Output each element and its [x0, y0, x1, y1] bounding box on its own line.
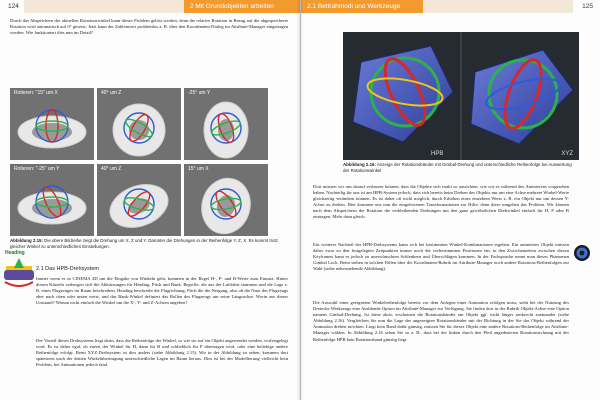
thumbnail-label: Rotieren: "-25" um Y	[14, 166, 60, 172]
right-body-paragraph-1: Dort müssen wir uns darauf verlassen können, dass die Objekte sich exakt so ausrichten, wie wir es während des Animierens vorgesehen haben. Nachteilig für uns ist am HPB-System jedoch, dass sich bereits beim Drehen des Objekts nur um eine Achse mehrere Winkel-Werte gleichzeitig verändern können. Es ist daher oft nicht möglich, durch Erhöhen eines einzelnen Werts z. B. ein Objekt nur um dessen Y-Achse zu drehen. Hier kommen uns nun die eingefrorenen Transformationen zur Hilfe, denn diese umgehen das Problem. Wir können nach dem Abspeichern der Rotation die verbleibenden Drehungen mit den ganz gewöhnlichen Drehwinkel einfach für H, P oder B eintragen. Mehr dazu gleich.	[313, 184, 569, 220]
hpb-label: HPB	[431, 151, 444, 157]
right-chapter-title: 2.1 Bettrahmodi und Werkzeuge	[301, 0, 423, 13]
left-chapter-title: 2 Mit Grundobjekten arbeiten	[184, 0, 300, 13]
hpb-heading-tag: Heading	[5, 250, 25, 256]
rotation-thumbnail	[184, 164, 268, 236]
left-body-paragraph-1: Immer wenn es in CINEMA 4D um die Eingabe von Winkeln geht, kommen in der Regel H-, P- und B-Werte zum Einsatz. Hinter diesen Kürzeln verbergen sich die Abkürzungen für Heading, Pitch und Bank. Begriffe, die aus der Luftfahrt stammen und die Lage z. B. eines Flugzeuges im Raum beschreiben. Heading beschreibt die Flugrichtung, Pitch die die Neigung, also ob die Nase des Flugzeugs eher nach oben oder unten weist, und das Bank-Winkel definiert das Rollen des Flugzeugs um seine Längsachse. Worin aus dieser Umstand? Warum nicht einfach die Winkel um die X-, Y- und Z-Achsen angeben?	[36, 276, 288, 306]
rotation-thumbnail	[97, 88, 181, 160]
gear-rotation-illustration	[97, 164, 181, 236]
rotation-thumbnail	[10, 88, 94, 160]
rotation-comparison-figure	[10, 88, 268, 236]
hpb-illustration	[2, 250, 36, 290]
section-heading: 2.1 Das HPB-Drehsystem	[36, 266, 99, 272]
gimbal-rotation-illustration	[343, 32, 579, 160]
right-page	[300, 0, 600, 400]
right-page-header	[301, 0, 600, 13]
thumbnail-label: 15° um X	[188, 166, 209, 172]
gear-rotation-illustration	[10, 88, 94, 160]
right-body-paragraph-2: Ein weiterer Nachteil der HPB-Drehsystems kann sich bei bestimmten Winkel-Kombinationen ergeben. Ein animiertes Objekt müssen daher zwar zu den festgelegten Zeitpunkten immer noch die vorbestimmten Positionen ein, in den Zwischenzeiten zwischen diesen Keyframes kann es jedoch zu unerwünschten Schlenkern und Überschlägen kommen. In der Fachsprache nennt man dieses Phänomen Gimbal Lock. Beim stehen in solchen Fällen über die Koordinaten-Rubrik im Attribute-Manager noch andere Rotations-Reihenfolgen zur Wahl (siehe nebenstehende Abbildung).	[313, 242, 569, 272]
gimbal-screenshot	[343, 32, 579, 160]
caption-label: Abbildung 2.15:	[10, 238, 43, 243]
left-page-number: 124	[8, 3, 19, 10]
right-header-band	[423, 0, 573, 13]
right-page-number: 125	[582, 3, 593, 10]
thumbnail-label: Rotieren: "15" um X	[14, 90, 58, 96]
left-page-header	[0, 0, 300, 13]
thumbnail-label: -25° um Y	[188, 90, 211, 96]
caption-label: Abbildung 2.16:	[343, 162, 376, 167]
gear-rotation-illustration	[97, 88, 181, 160]
caption-text: Anzeige der Rotationsbänder mit Gimbal-Drehung und unterschiedliche Reihenfolge bei Auswertung der Rotationswinkel	[343, 162, 572, 173]
gear-rotation-illustration	[10, 164, 94, 236]
right-figure-caption	[343, 162, 579, 173]
airplane-icon	[2, 256, 36, 290]
left-intro-paragraph: Durch das Abspeichern der aktuellen Rotationswinkel kann dieses Problem gelöst werden, denn die relative Rotation in Bezug auf die abgespeicherte Rotation wird automatisch auf 0° gesetzt. Jetzt kann der Zahlenwert problemlos z. B. über den Koordinaten-Dialog im Attribute-Manager eingetragen werden. Wie funktioniert dies nun im Detail?	[10, 18, 288, 36]
rotation-thumbnail	[184, 88, 268, 160]
thumbnail-label: 40° um Z	[101, 90, 122, 96]
gear-rotation-illustration	[184, 88, 268, 160]
gear-rotation-illustration	[184, 164, 268, 236]
rotation-thumbnail	[10, 164, 94, 236]
book-gutter	[297, 0, 303, 400]
xyz-label: XYZ	[561, 151, 573, 157]
left-figure-caption	[10, 238, 280, 249]
caption-text: Die obere Bildreihe zeigt die Drehung um X, Z und Y. Darunter die Drehungen in der Reihenfolge Y, Z, X. Es kommt trotz gleicher Winkel zu unterschiedlichen Einstellungen.	[10, 238, 278, 249]
left-body-paragraph-2: Der Vorteil dieses Drehsystems liegt darin, dass die Reihenfolge der Winkel, so wie sie auf ein Objekt angewendet werden, vorfestgelegt wird. Es ist daher egal, ob zuerst der Winkel für H, dann für B und schließlich für P übertragen wird, oder eine beliebige andere Reihenfolge erfolgt. Beim XYZ-Drehsystem ist dies anders (siehe Abbildung 2.15). Wir in der Abbildung zu sehen, kommen dort spätestens nach der dritten Winkelübertragung unterschiedliche Lagen im Raum heraus. Dies ist bei der Modellierung vielleicht kein Problem, bei Animationen jedoch fatal.	[36, 338, 288, 368]
cinema4d-logo-icon	[573, 244, 591, 262]
left-header-band	[24, 0, 184, 13]
thumbnail-label: 40° um Z	[101, 166, 122, 172]
right-body-paragraph-3: Die Auswahl einer geeigneten Winkelreihenfolge bereits vor dem Anlegen einer Animation erfolgen muss, steht bei der Nutzung des Dreiecks-Werkzeugs eine Ausblende Option im Attribute-Manager zur Verfügung. Sie finden dort in der Rubrik Objekt-Achse eine Option namens Gimbal-Drehung. Ist diese aktiv, erscheinen die Rotationsbänder am Objekt ggf. nicht länger senkrecht zueinander (siehe Abbildung 2.16). Vergleichen Sie nun die Lage der angezeigten Rotationsbänder mit der Richtung in der Sie das Objekt während der Animation drehen möchten. Liegt kein Band dafür günstig, müssen Sie für dieses Objekt eine andere Rotations-Reihenfolge im Attribute-Manager wählen. In Abbildung 2.16 sehen Sie so z. B., dass bei der linken durch den Pfeil angedeuteten Rotationsrichtung mit der Reihenfolge HPB kein Rotationsband günstig liegt.	[313, 300, 569, 342]
rotation-thumbnail	[97, 164, 181, 236]
